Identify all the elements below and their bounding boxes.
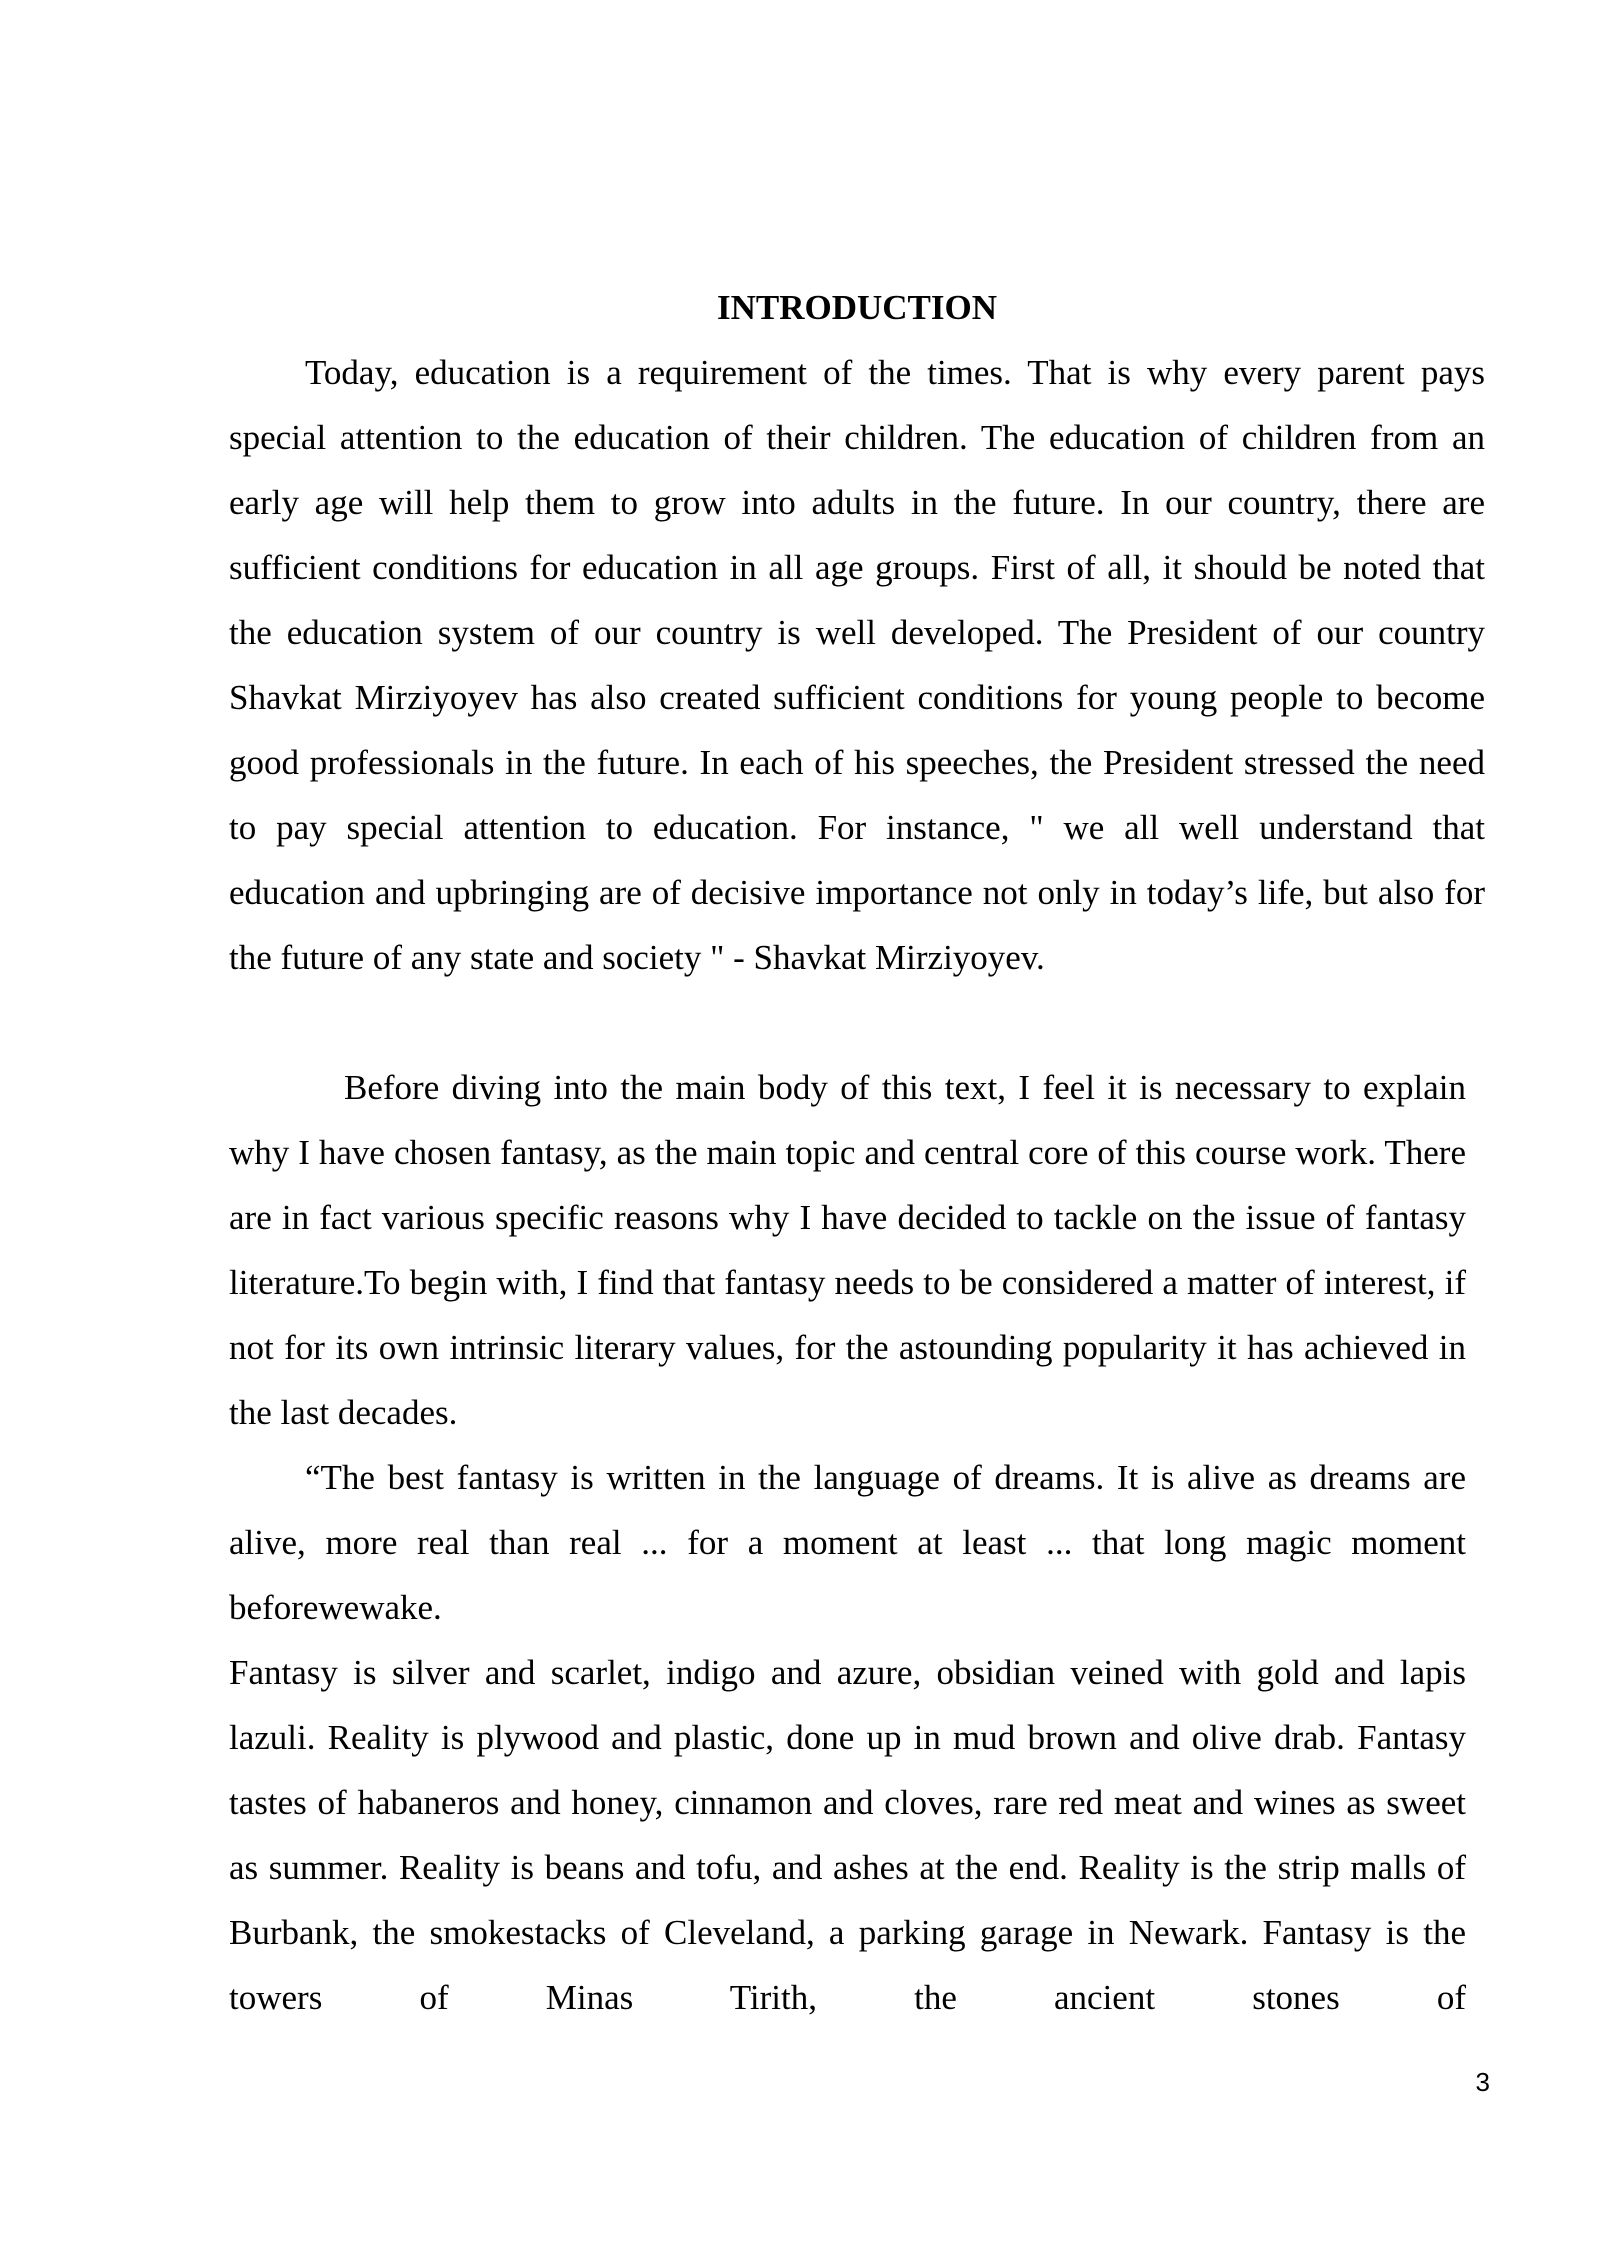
paragraph-education: Today, education is a requirement of the times. That is why every parent pays special attention to the education of their children. The education of children from an early age will help them to grow into adults in the future. In our country, there are sufficient conditions for education in all age groups. First of all, it should be noted that the education system of our country is well developed. The President of our country Shavkat Mirziyoyev has also created sufficient conditions for young people to become good professionals in the future. In each of his speeches, the President stressed the need to pay special attention to education. For instance, " we all well understand that education and upbringing are of decisive importance not only in today’s life, but also for the future of any state and society " - Shavkat Mirziyoyev. [229,353,1485,977]
paragraph-quote-start: “The best fantasy is written in the language of dreams. It is alive as dreams are alive, more real than real ... for a moment at least ... that long magic moment beforewewake. [229,1458,1466,1627]
paragraph-why-fantasy: Before diving into the main body of this text, I feel it is necessary to explain why I have chosen fantasy, as the main topic and central core of this course work. There are in fact various specific reasons why I have decided to tackle on the issue of fantasy literature.To begin with, I find that fantasy needs to be considered a matter of interest, if not for its own intrinsic literary values, for the astounding popularity it has achieved in the last decades. [229,1068,1466,1432]
section-heading: INTRODUCTION [716,288,998,327]
paragraph-quote-continued: Fantasy is silver and scarlet, indigo and azure, obsidian veined with gold and lapis lazuli. Reality is plywood and plastic, done up in mud brown and olive drab. Fantasy tastes of habaneros and honey, cinnamon and cloves, rare red meat and wines as sweet as summer. Reality is beans and tofu, and ashes at the end. Reality is the strip malls of Burbank, the smokestacks of Cleveland, a parking garage in Newark. Fantasy is the towers of Minas Tirith, the ancient stones of [229,1653,1466,2017]
page-number: 3 [1475,2067,1490,2097]
